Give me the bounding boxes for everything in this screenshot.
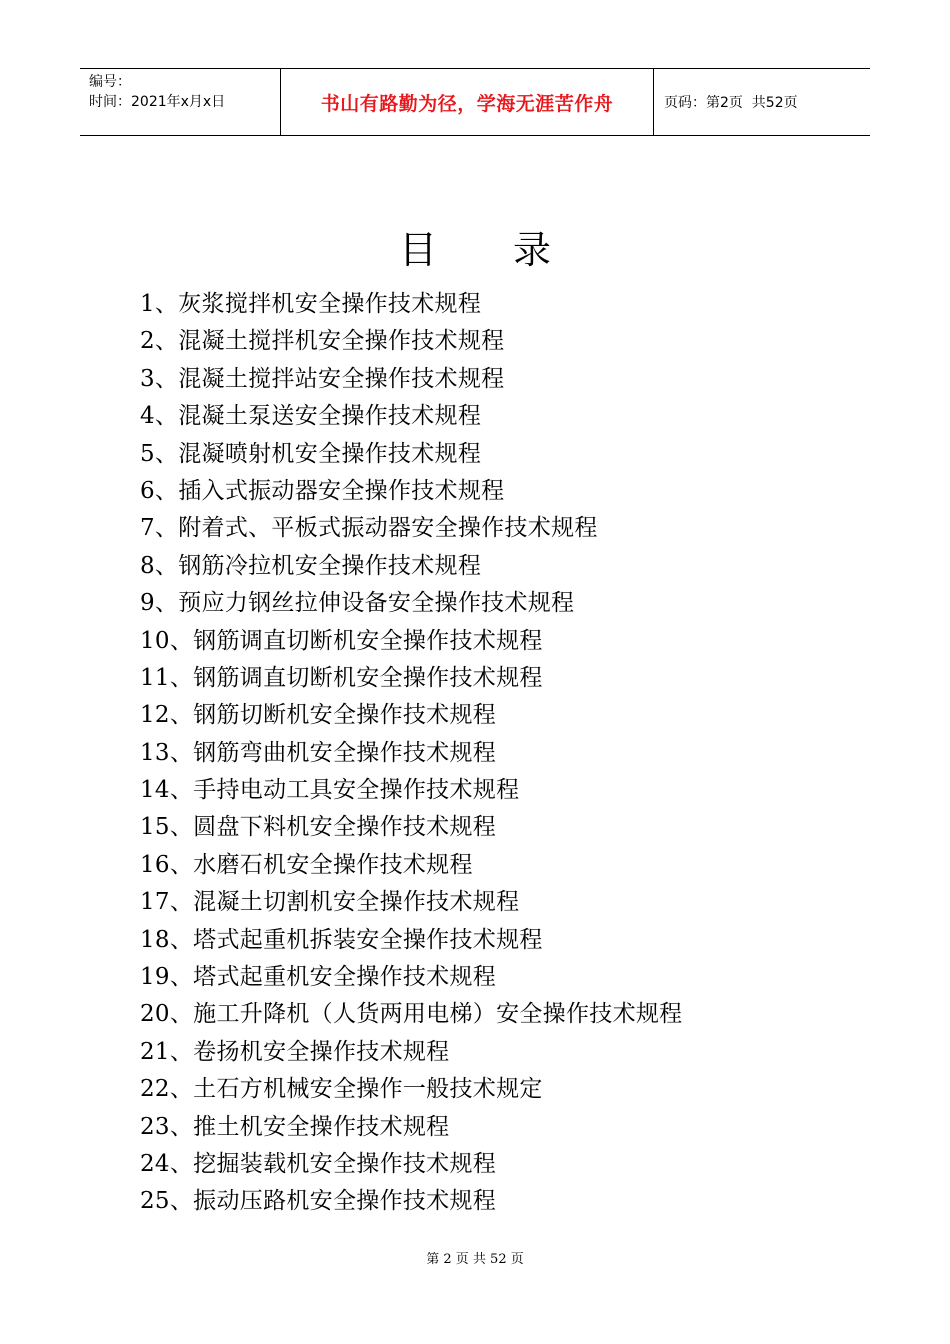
page-title bbox=[0, 226, 950, 274]
toc-item: 25、振动压路机安全操作技术规程 bbox=[140, 1188, 497, 1215]
toc-item: 17、混凝土切割机安全操作技术规程 bbox=[140, 889, 520, 916]
title-char-2: 录 bbox=[513, 228, 552, 272]
header-page-info bbox=[654, 69, 870, 135]
toc-item: 7、附着式、平板式振动器安全操作技术规程 bbox=[140, 515, 598, 542]
title-char-1: 目 bbox=[398, 228, 437, 272]
toc-item: 19、塔式起重机安全操作技术规程 bbox=[140, 964, 497, 991]
toc-item: 2、混凝土搅拌机安全操作技术规程 bbox=[140, 328, 505, 355]
toc-item: 5、混凝喷射机安全操作技术规程 bbox=[140, 440, 482, 467]
toc-item: 24、挖掘装载机安全操作技术规程 bbox=[140, 1150, 497, 1177]
toc-item: 11、钢筋调直切断机安全操作技术规程 bbox=[140, 664, 543, 691]
number-label: 编号： bbox=[89, 74, 131, 90]
toc-item: 1、灰浆搅拌机安全操作技术规程 bbox=[140, 291, 482, 317]
toc-item: 12、钢筋切断机安全操作技术规程 bbox=[140, 702, 497, 729]
header-page-info-text: 页码：第2页 共52页 bbox=[664, 95, 798, 111]
table-of-contents bbox=[140, 286, 682, 1221]
page-header bbox=[80, 68, 870, 136]
toc-item: 23、推土机安全操作技术规程 bbox=[140, 1113, 450, 1140]
header-meta bbox=[80, 69, 281, 135]
toc-item: 6、插入式振动器安全操作技术规程 bbox=[140, 477, 505, 504]
page-footer: 第 2 页 共 52 页 bbox=[426, 1252, 524, 1267]
toc-item: 10、钢筋调直切断机安全操作技术规程 bbox=[140, 627, 543, 654]
toc-item: 4、混凝土泵送安全操作技术规程 bbox=[140, 403, 482, 430]
toc-item: 22、土石方机械安全操作一般技术规定 bbox=[140, 1076, 543, 1103]
toc-item: 18、塔式起重机拆装安全操作技术规程 bbox=[140, 926, 543, 953]
toc-item: 3、混凝土搅拌站安全操作技术规程 bbox=[140, 365, 505, 392]
toc-item: 16、水磨石机安全操作技术规程 bbox=[140, 851, 473, 878]
time-label: 时间：2021年x月x日 bbox=[89, 94, 226, 110]
toc-item: 9、预应力钢丝拉伸设备安全操作技术规程 bbox=[140, 590, 575, 617]
toc-item: 15、圆盘下料机安全操作技术规程 bbox=[140, 814, 497, 841]
header-motto: 书山有路勤为径，学海无涯苦作舟 bbox=[281, 69, 654, 135]
toc-item: 20、施工升降机（人货两用电梯）安全操作技术规程 bbox=[140, 1001, 683, 1028]
toc-item: 8、钢筋冷拉机安全操作技术规程 bbox=[140, 552, 482, 579]
toc-item: 13、钢筋弯曲机安全操作技术规程 bbox=[140, 739, 497, 766]
toc-item: 21、卷扬机安全操作技术规程 bbox=[140, 1038, 450, 1065]
toc-item: 14、手持电动工具安全操作技术规程 bbox=[140, 777, 520, 804]
